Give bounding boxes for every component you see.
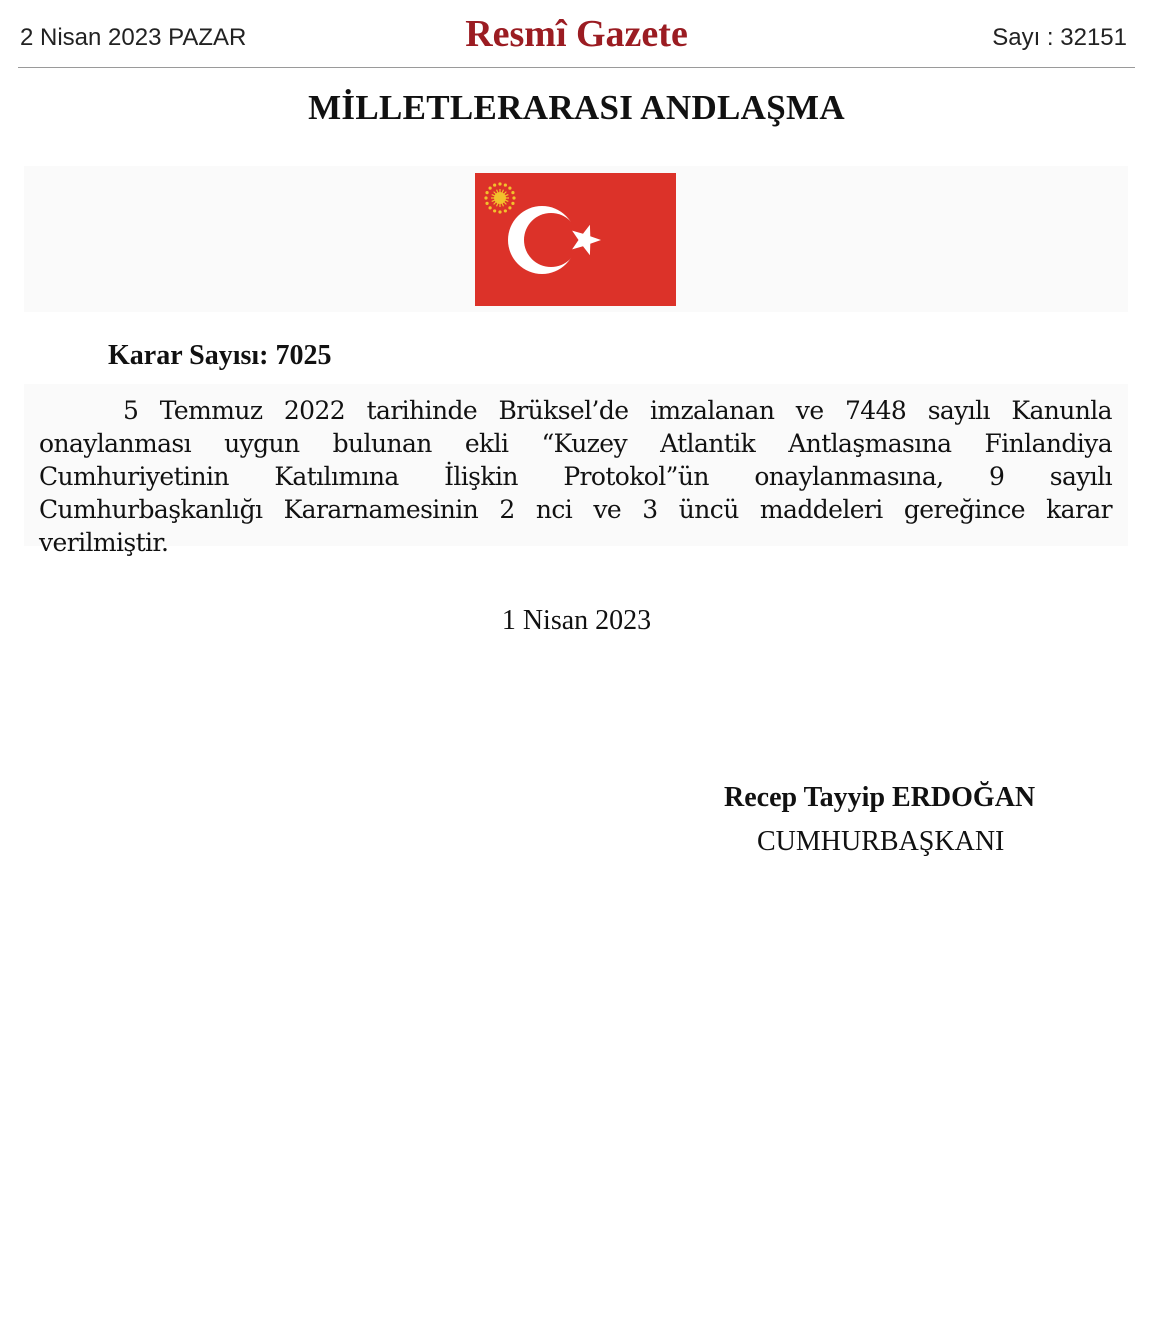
decision-date: 1 Nisan 2023: [501, 605, 652, 636]
decision-body: 5 Temmuz 2022 tarihinde Brüksel’de imzalanan ve 7448 sayılı Kanunla onaylanması uygun bulunan ekli “Kuzey Atlantik Antlaşmasına Finlandiya Cumhuriyetinin Katılımına İlişkin Protokol”ün onaylanmasına, 9 sayılı Cumhurbaşkanlığı Kararnamesinin 2 nci ve 3 üncü maddeleri gereğince karar verilmiştir.: [39, 396, 1112, 557]
turkish-flag-with-presidential-seal-icon: [475, 173, 676, 306]
gazette-title: Resmî Gazete: [465, 13, 688, 55]
gazette-header: [18, 0, 1135, 68]
issue-number: Sayı : 32151: [992, 24, 1127, 51]
signatory-name: Recep Tayyip ERDOĞAN: [724, 782, 1036, 813]
decision-number: Karar Sayısı: 7025: [108, 340, 332, 371]
document-title: MİLLETLERARASI ANDLAŞMA: [308, 88, 845, 127]
publication-date: 2 Nisan 2023 PAZAR: [20, 24, 247, 51]
signatory-title: CUMHURBAŞKANI: [757, 826, 1005, 857]
